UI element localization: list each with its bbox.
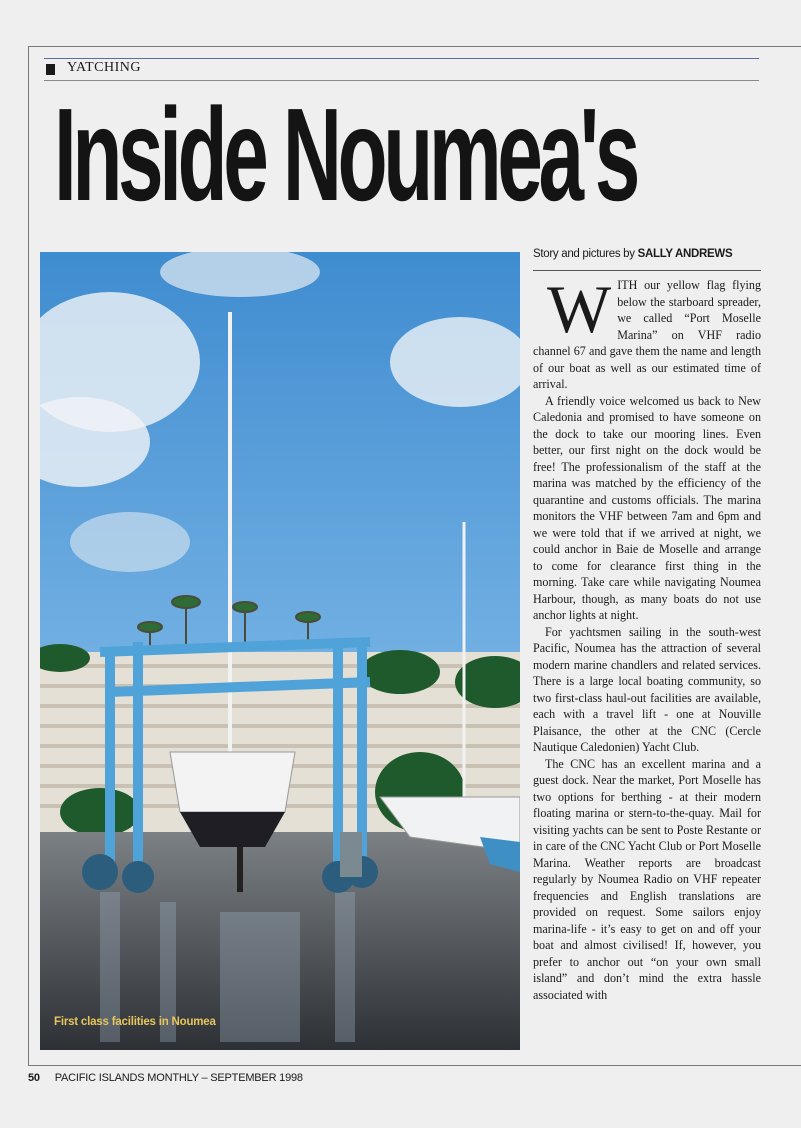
article-paragraph: A friendly voice welcomed us back to New Caledonia and promised to have someone on the dock to take our mooring lines. Even better, our first night on the dock would be free! The professionalism of the staff at the marina was matched by the efficiency of the quarantine and customs officials. The marina monitors the VHF between 7am and 6pm and we were told that if we arrived at night, we could anchor in Baie de Moselle and arrange to come for clearance first thing in the morning. Take care while navigating Noumea Harbour, though, as many boats do not use anchor lights at night.: [533, 393, 761, 622]
marina-photo-illustration: [40, 252, 520, 1050]
page-footer: [28, 1072, 303, 1084]
article-body: [533, 271, 761, 1003]
drop-cap: W: [547, 271, 612, 347]
section-marker: [46, 64, 55, 75]
byline-prefix: Story and pictures by: [533, 248, 635, 260]
article-paragraph-text: ITH our yellow flag flying below the starboard spreader, we called “Port Moselle Marina” on VHF radio channel 67 and gave them the name and length of our boat as well as our estimated time of arrival.: [533, 278, 761, 391]
section-top-rule: [44, 58, 759, 59]
article-paragraph: For yachtsmen sailing in the south-west Pacific, Noumea has the attraction of several modern marine chandlers and related services. There is a large local boating community, so two first-class haul-out facilities are available, each with a travel lift - one at Nouville Plaisance, the other at the CNC (Cercle Nautique Caledonien) Yacht Club.: [533, 624, 761, 754]
headline: [54, 80, 801, 230]
section-label: YATCHING: [67, 60, 141, 75]
article-photo: [40, 252, 520, 1050]
publication-line: PACIFIC ISLANDS MONTHLY – SEPTEMBER 1998: [54, 1072, 303, 1084]
page-number: 50: [28, 1072, 40, 1084]
photo-caption: First class facilities in Noumea: [54, 1016, 216, 1028]
article-paragraph: [533, 271, 761, 393]
byline-author: SALLY ANDREWS: [637, 248, 733, 260]
article-paragraph: The CNC has an excellent marina and a guest dock. Near the market, Port Moselle has two options for berthing - at their modern floating marina or stern-to-the-quay. Mail for visiting yachts can be sent to Poste Restante or in care of the CNC Yacht Club or Port Moselle Marina. Weather reports are broadcast regularly by Noumea Radio on VHF repeater frequencies and English translations are provided on request. Some sailors enjoy marina-life - it’s easy to get on and off your boat and almost civilised! If, however, you prefer to anchor out “on your own small island” and don’t mind the extra hassle associated with: [533, 756, 761, 1002]
headline-text: Inside Noumea's: [54, 81, 636, 228]
byline: [533, 248, 732, 260]
